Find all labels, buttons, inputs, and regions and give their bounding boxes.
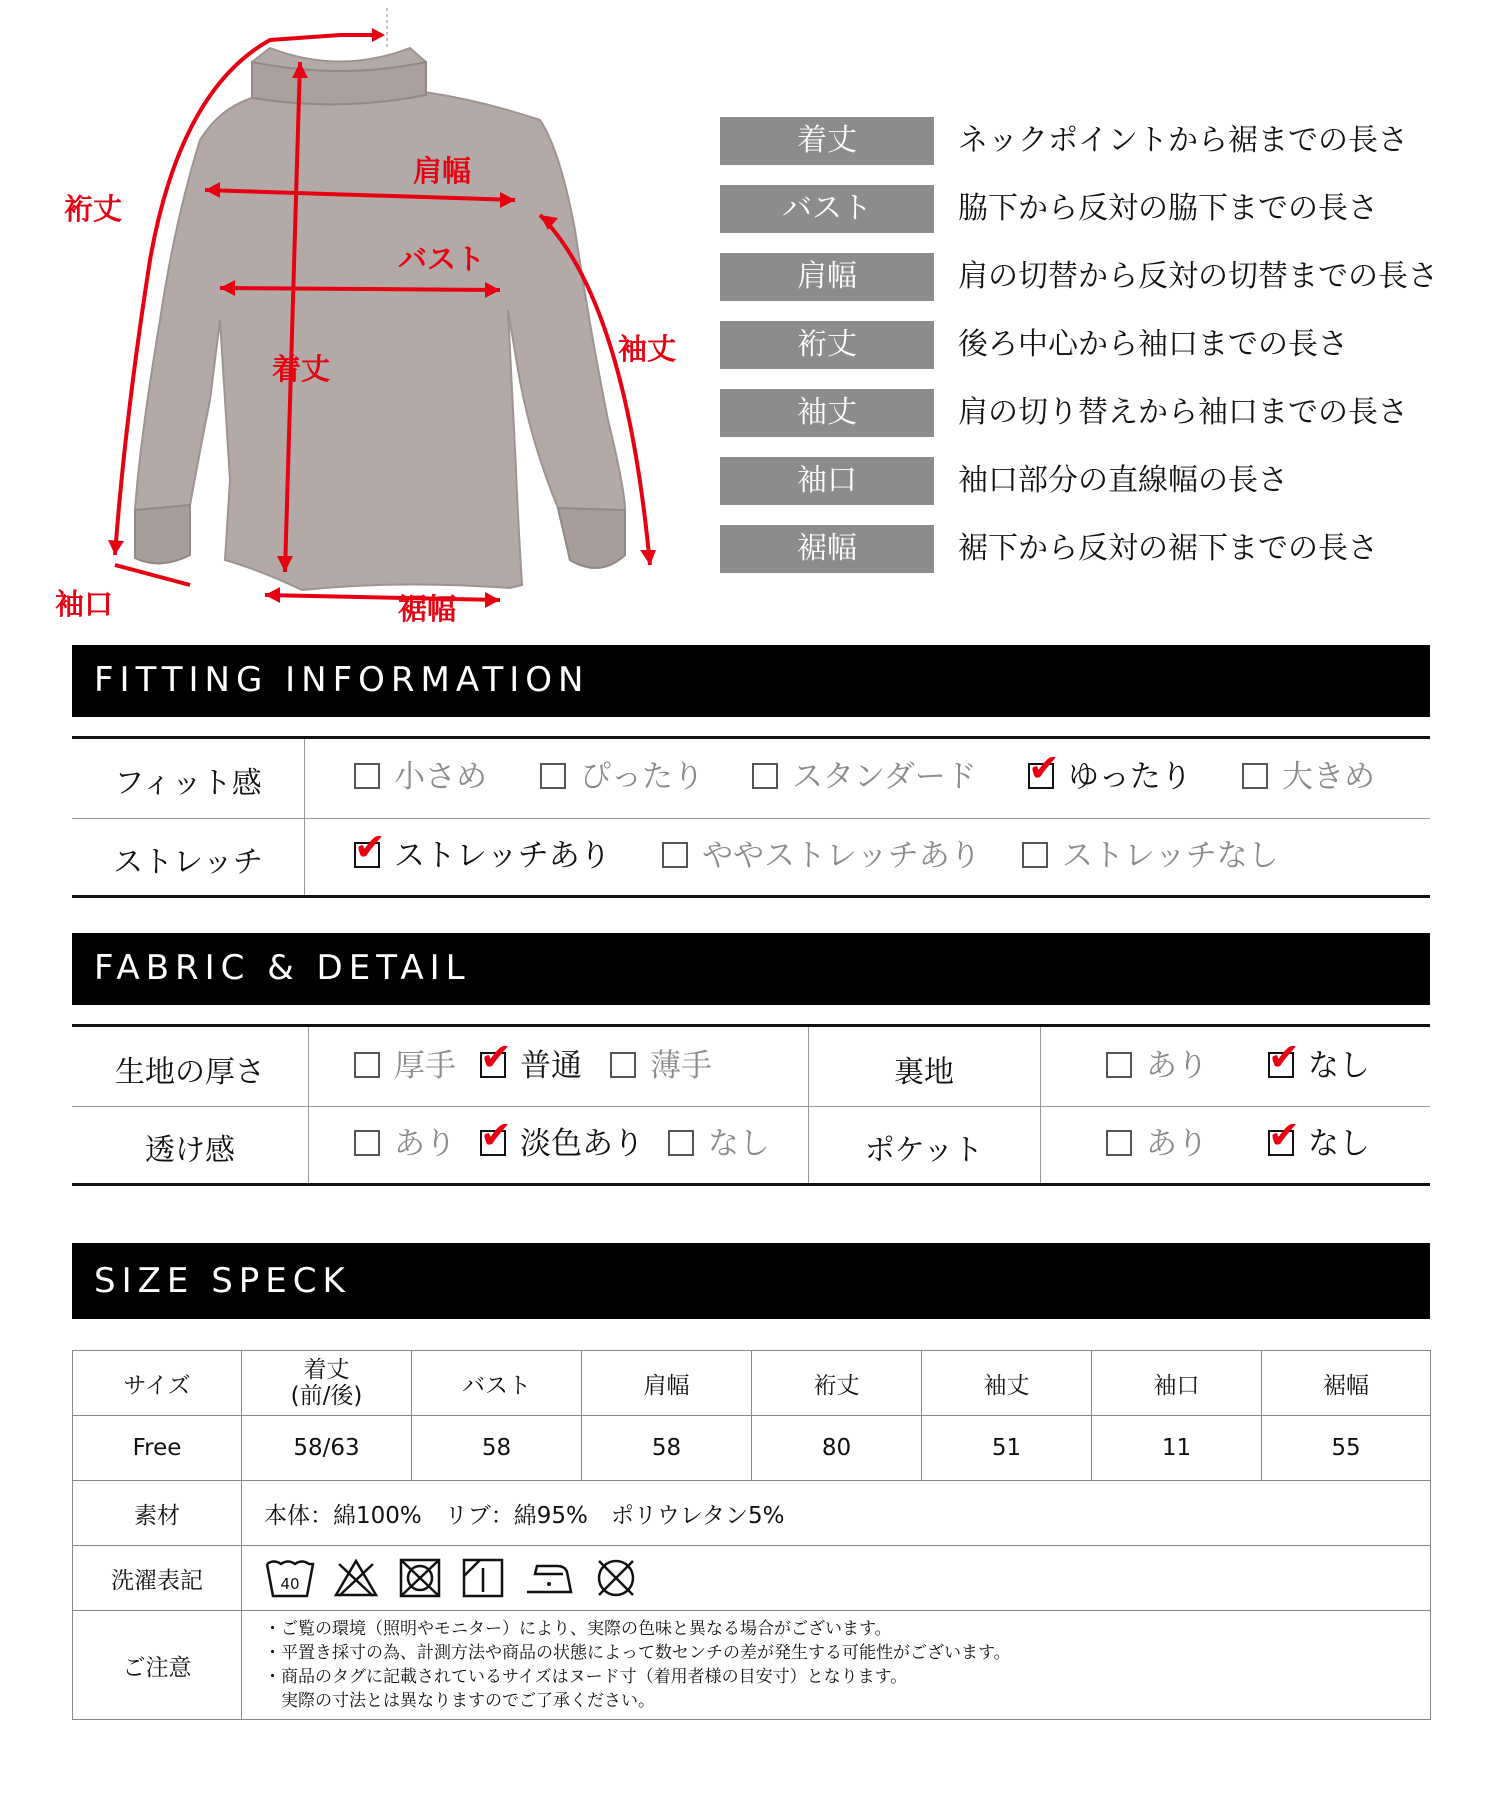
divider [308,1027,309,1183]
pocket-option-no[interactable]: ✔ なし [1268,1112,1370,1162]
divider [72,895,1430,898]
line-dry-shade-icon [460,1556,506,1600]
table-header-cell: 袖口 [1092,1351,1262,1416]
fit-option-loose[interactable]: ✔ ゆったり [1028,745,1192,795]
wash-icons [242,1546,1431,1611]
fit-option-just[interactable]: ぴったり [540,757,704,797]
fit-option-large[interactable]: 大きめ [1242,757,1375,797]
lining-option-yes[interactable]: あり [1106,1046,1208,1086]
lining-label: 裏地 [894,1055,954,1090]
caution-line: ・ご覧の環境（照明やモニター）により、実際の色味と異なる場合がございます。 [264,1619,892,1639]
no-dry-clean-icon [593,1556,639,1600]
table-header-cell: 袖丈 [922,1351,1092,1416]
no-tumble-dry-icon [397,1556,443,1600]
label-shoulder: 肩幅 [413,154,472,188]
table-cell: Free [73,1416,242,1481]
table-header-cell: 肩幅 [582,1351,752,1416]
size-table [72,1350,1431,1720]
stretch-option-yes[interactable]: ✔ ストレッチあり [354,824,611,874]
caution-line: 実際の寸法とは異なりますのでご了承ください。 [264,1691,655,1711]
material-value: 本体：綿100% リブ：綿95% ポリウレタン5% [242,1481,1431,1546]
wash-row [73,1546,1431,1611]
table-cell: 51 [922,1416,1092,1481]
table-header-cell: 裾幅 [1262,1351,1431,1416]
caution-row [73,1611,1431,1720]
pocket-label: ポケット [864,1133,984,1168]
svg-text:40: 40 [280,1575,300,1593]
legend-row [720,117,1480,165]
legend-row [720,253,1480,301]
legend-desc: ネックポイントから裾までの長さ [958,123,1408,158]
material-row [73,1481,1431,1546]
check-icon: ✔ [354,824,386,869]
legend-desc: 肩の切替から反対の切替までの長さ [958,259,1438,294]
legend-desc: 裾下から反対の裾下までの長さ [958,531,1378,566]
fit-label: フィット感 [114,766,262,801]
thickness-label: 生地の厚さ [115,1055,265,1090]
label-bust: バスト [398,242,486,276]
thickness-option-normal[interactable]: ✔ 普通 [480,1034,582,1084]
thickness-option-thick[interactable]: 厚手 [354,1046,456,1086]
stretch-option-slight[interactable]: ややストレッチあり [662,836,981,876]
divider [72,1024,1430,1027]
table-cell: 11 [1092,1416,1262,1481]
legend-row [720,389,1480,437]
legend-desc: 後ろ中心から袖口までの長さ [958,327,1348,362]
divider [1040,1027,1041,1183]
iron-low-icon [523,1556,575,1600]
fitting-info-title: FITTING INFORMATION [72,645,1430,717]
stretch-option-none[interactable]: ストレッチなし [1022,836,1279,876]
legend-tag: 裄丈 [720,321,934,369]
divider [304,739,305,895]
stretch-label: ストレッチ [113,845,263,880]
sheer-option-light[interactable]: ✔ 淡色あり [480,1112,644,1162]
label-sleeve-back: 裄丈 [64,192,123,226]
check-icon: ✔ [1268,1112,1300,1157]
legend-tag: バスト [720,185,934,233]
material-label: 素材 [73,1481,242,1546]
legend-tag: 袖丈 [720,389,934,437]
sheer-label: 透け感 [145,1133,235,1168]
sheer-option-yes[interactable]: あり [354,1124,456,1164]
table-header-cell: サイズ [73,1351,242,1416]
label-sleeve: 袖丈 [618,332,677,366]
thickness-option-thin[interactable]: 薄手 [610,1046,712,1086]
garment-shape [135,48,625,590]
legend-desc: 袖口部分の直線幅の長さ [958,463,1288,498]
divider [72,1106,1430,1107]
table-header-cell: バスト [412,1351,582,1416]
label-length: 着丈 [272,352,331,386]
legend-tag: 肩幅 [720,253,934,301]
legend-desc: 肩の切り替えから袖口までの長さ [958,395,1408,430]
check-icon: ✔ [480,1034,512,1079]
fabric-detail-title: FABRIC & DETAIL [72,933,1430,1005]
legend-tag: 裾幅 [720,525,934,573]
divider [72,736,1430,739]
garment-illustration [40,0,700,640]
caution-line: ・商品のタグに記載されているサイズはヌード寸（着用者様の目安寸）となります。 [264,1667,908,1687]
no-bleach-icon [333,1556,379,1600]
check-icon: ✔ [1268,1034,1300,1079]
caution-text [242,1611,1431,1720]
label-hem: 裾幅 [398,592,457,626]
pocket-option-yes[interactable]: あり [1106,1124,1208,1164]
legend-desc: 脇下から反対の脇下までの長さ [958,191,1378,226]
divider [72,818,1430,819]
check-icon: ✔ [1028,745,1060,790]
legend-row [720,525,1480,573]
table-header-cell: 着丈 (前/後) [242,1351,412,1416]
table-cell: 55 [1262,1416,1431,1481]
fit-option-small[interactable]: 小さめ [354,757,487,797]
sheer-option-no[interactable]: なし [668,1124,770,1164]
table-header-row [73,1351,1431,1416]
table-row [73,1416,1431,1481]
divider [72,1183,1430,1186]
wash-label: 洗濯表記 [73,1546,242,1611]
table-cell: 58/63 [242,1416,412,1481]
check-icon: ✔ [480,1112,512,1157]
fit-option-standard[interactable]: スタンダード [752,757,977,797]
caution-label: ご注意 [73,1611,242,1720]
lining-option-no[interactable]: ✔ なし [1268,1034,1370,1084]
table-cell: 80 [752,1416,922,1481]
wash-40-icon [264,1556,316,1600]
size-speck-title: SIZE SPECK [72,1243,1430,1319]
legend-row [720,185,1480,233]
table-header-cell: 裄丈 [752,1351,922,1416]
garment-svg [40,0,700,640]
table-cell: 58 [412,1416,582,1481]
legend-tag: 袖口 [720,457,934,505]
legend-tag: 着丈 [720,117,934,165]
label-cuff: 袖口 [55,587,114,621]
legend-row [720,321,1480,369]
caution-line: ・平置き採寸の為、計測方法や商品の状態によって数センチの差が発生する可能性がございます。 [264,1643,1011,1663]
legend-row [720,457,1480,505]
table-cell: 58 [582,1416,752,1481]
